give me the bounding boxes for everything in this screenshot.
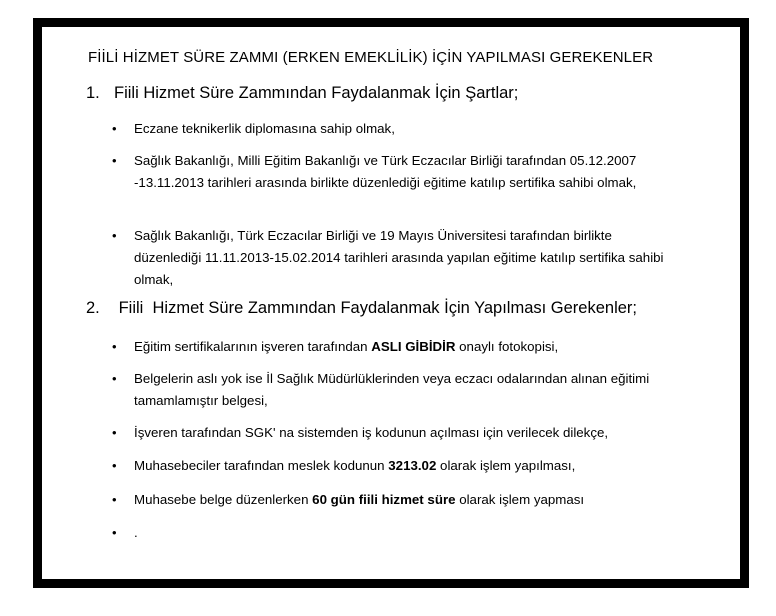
list-item-text-part: onaylı fotokopisi, (455, 339, 559, 354)
list-item-text-part: olarak işlem yapılması, (436, 458, 576, 473)
list-item-text-part: Muhasebe belge düzenlerken (134, 492, 313, 507)
bullet-icon: • (112, 153, 117, 168)
list-item-text: İşveren tarafından SGK' na sistemden iş kodunun açılması için verilecek dilekçe, (134, 425, 609, 440)
list-item (112, 225, 672, 291)
list-item (112, 489, 672, 511)
list-item-text: . (134, 525, 138, 540)
section-2-number: 2. (86, 299, 100, 317)
list-item-text: Eczane teknikerlik diplomasına sahip olmak, (134, 121, 395, 136)
list-item-text (134, 336, 672, 358)
bullet-icon: • (112, 371, 117, 386)
section-1-heading-text: Fiili Hizmet Süre Zammından Faydalanmak İçin Şartlar; (114, 84, 519, 102)
page-title: FİİLİ HİZMET SÜRE ZAMMI (ERKEN EMEKLİLİK) İÇİN YAPILMASI GEREKENLER (88, 49, 654, 66)
section-2-heading-text: Fiili Hizmet Süre Zammından Faydalanmak İçin Yapılması Gerekenler; (114, 299, 637, 317)
bullet-icon: • (112, 525, 117, 540)
bullet-icon: • (112, 228, 117, 243)
list-item-text: Sağlık Bakanlığı, Türk Eczacılar Birliği ve 19 Mayıs Üniversitesi tarafından birlikte düzenlediği 11.11.2013-15.02.2014 tarihleri arasında yapılan eğitime katılıp sertifika sahibi olmak, (134, 228, 664, 287)
bullet-icon: • (112, 492, 117, 507)
list-item-bold-text: ASLI GİBİDİR (371, 339, 456, 354)
list-item (112, 336, 672, 358)
list-item (112, 522, 672, 544)
list-item-text (134, 489, 672, 511)
bullet-icon: • (112, 339, 117, 354)
section-1-heading (86, 84, 518, 103)
bullet-icon: • (112, 121, 117, 136)
list-item (112, 150, 672, 194)
list-item (112, 455, 672, 477)
bullet-icon: • (112, 425, 117, 440)
list-item-bold-text: 3213.02 (388, 458, 437, 473)
section-1-number: 1. (86, 84, 100, 102)
list-item (112, 368, 672, 412)
list-item-text-part: Muhasebeciler tarafından meslek kodunun (134, 458, 389, 473)
list-item (112, 422, 672, 444)
list-item (112, 118, 672, 140)
bullet-icon: • (112, 458, 117, 473)
list-item-text: Sağlık Bakanlığı, Milli Eğitim Bakanlığı ve Türk Eczacılar Birliği tarafından 05.12.2007 -13.11.2013 tarihleri arasında birlikte düzenlediği eğitime katılıp sertifika sahibi olmak, (134, 153, 637, 190)
list-item-text-part: olarak işlem yapması (455, 492, 585, 507)
list-item-bold-text: 60 gün fiili hizmet süre (312, 492, 456, 507)
section-2-heading (86, 299, 637, 318)
list-item-text (134, 455, 672, 477)
list-item-text: Belgelerin aslı yok ise İl Sağlık Müdürlüklerinden veya eczacı odalarından alınan eğitimi tamamlamıştır belgesi, (134, 371, 650, 408)
list-item-text-part: Eğitim sertifikalarının işveren tarafından (134, 339, 372, 354)
